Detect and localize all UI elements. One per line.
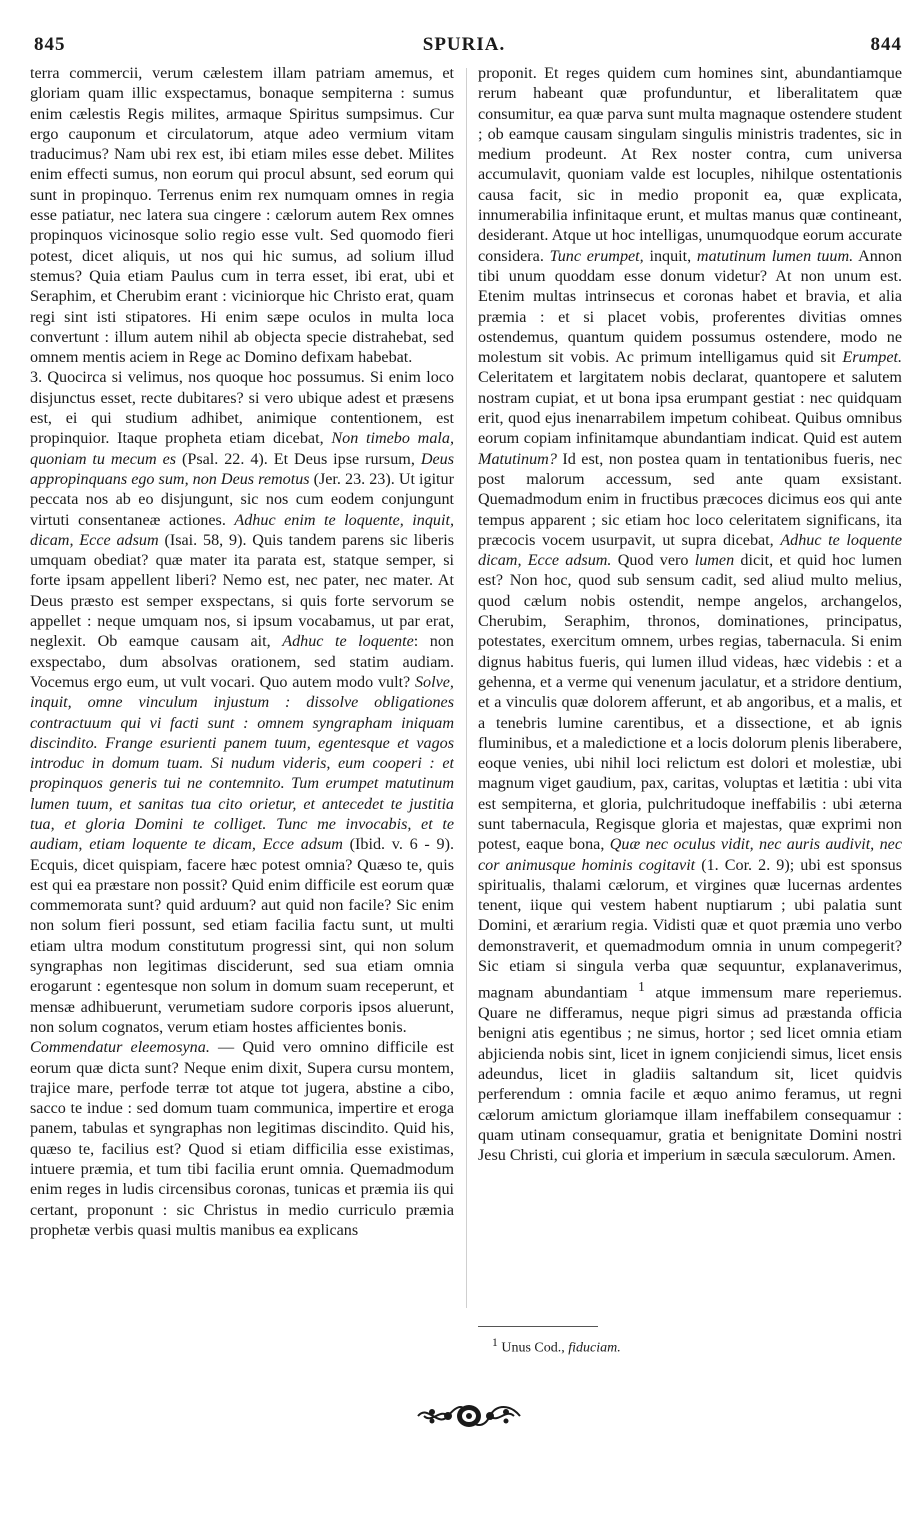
text: (Isai. 58, 9). Quis tandem parens sic liberis umquam obediat? quæ mater ita parata est, statque semper, si forte ipsam appellent liberi? Nemo est, nec pater, nec mater. At Deus præsto est semper exspectans, si quis forte servorum se appellet : neque umquam nos, si ipsum vocabamus, ut par erat, neglexit. Ob eamque causam ait, bbox=[30, 531, 454, 651]
left-column bbox=[30, 64, 454, 1364]
text: 3. Quocirca si velimus, nos quoque hoc possumus. Si enim loco disjunctus esset, recte dubitares? si vero ubique adest et præsens est, ei qui studium adhibet, animique contentionem, est propinquior. Itaque propheta etiam dicebat, bbox=[30, 369, 454, 448]
paragraph bbox=[30, 368, 454, 1038]
paragraph bbox=[478, 64, 902, 1166]
text: Celeritatem et largitatem nobis declarat, quantopere et salutem nostram cupiat, et ut bona ipsa erumpant gestiat : nec quidquam erit, quod ejus inenarrabilem impetum cohibeat. Quibus omnibus eorum copiam infinitamque abundantiam indicat. Quid est autem bbox=[478, 369, 902, 448]
quotation: Non timebo mala, quoniam tu mecum es bbox=[30, 430, 454, 468]
footnote-rule bbox=[478, 1326, 598, 1327]
text: dicit, et quid hoc lumen est? Non hoc, quod sub sensum cadit, sed aliud multo melius, quod cælum nobis ostendit, nempe angelos, archangelos, Cherubim, Seraphim, thronos, dominationes, principatus, potestates, exercitum omnem, urbes regias, tabernacula. Si enim dignus habitus fueris, qui lumen illud videas, hæc videbis : et a gehenna, et a verme qui venenum jaculatur, et a stridore dentium, et a vinculis quæ dolorem afferunt, et ab angoribus, et a malis, et a tenebris lumine carentibus, et a dissectione, et ab ignis fluminibus, et a maledictione et a locis dolorum plenis liberabere, eoque venies, ubi nihil loci relictum est dolori et molestiæ, ubi magnum viget gaudium, pax, caritas, voluptas et lætitia : ubi vita est sempiterna, et gloria, pulchritudoque ineffabilis : ubi æterna sunt tabernacula, Regisque gloria et majestas, quæ exprimi non potest, eaque bona, bbox=[478, 552, 902, 854]
quotation: Deus appropinquans ego sum, non Deus remotus bbox=[30, 450, 454, 488]
text: — Quid vero omnino difficile est eorum quæ dicta sunt? Neque enim dixit, Supera cursu montem, trajice mare, perfode terræ tot atque tot jugera, abstine a cibo, sacco te indue : sed domum tuam communica, impertire et eroga panem, tabulas et syngraphas non legitimas discindito. Quid his, quæso te, facilius est? Quod si etiam difficilia esse existimas, intuere præmia, et tum tibi facilia erunt omnia. Quemadmodum enim reges in ludis circensibus coronas, tunicas et præmia iis qui certant, proponunt : sic Christus in medio curriculo præmia prophetæ verbis quasi multis manibus ea explicans bbox=[30, 1039, 454, 1239]
quotation: Quæ nec oculus vidit, nec auris audivit, nec cor animusque hominis cogitavit bbox=[478, 836, 902, 874]
text: atque immensum mare reperiemus. Quare ne differamus, neque pigri simus ad præstanda officia benigni atis egentibus ; ne simus, hortor ; sed licet omnia etiam abjicienda nobis sint, licet in ignem conjiciendi simus, licet ensis adeundus, licet in gladiis saltandum sit, licet quidvis perferendum : omnia facile et æquo animo feramus, ut regni cælorum amictum gloriamque illam ineffabilem consequamur : quam utinam consequamur, gratia et benignitate Domini nostri Jesu Christi, cui gloria et imperium in sæcula sæculorum. Amen. bbox=[478, 984, 902, 1165]
paragraph bbox=[30, 64, 454, 368]
quotation: Adhuc enim te loquente, inquit, dicam, Ecce adsum bbox=[30, 511, 454, 549]
quotation: matutinum lumen tuum. bbox=[696, 247, 854, 265]
quotation: Matutinum? bbox=[478, 450, 557, 468]
footnote-text: Unus Cod., bbox=[501, 1340, 565, 1356]
quotation: lumen bbox=[694, 552, 735, 570]
quotation: Adhuc te loquente dicam, Ecce adsum. bbox=[478, 531, 902, 570]
page-header bbox=[26, 28, 902, 60]
text: (Ibid. v. 6 - 9). Ecquis, dicet quispiam, facere hæc potest omnia? Quæso te, quis est qui ea præstare non possit? Quid enim difficile est eorum quæ commemorata sunt? quid arduum? aut quid non facile? Sic enim non solum fieri possunt, sed etiam facilia factu sunt, ut multi etiam ultra modum constitutum progressi sint, qui non solum syngraphas non legitimas disciderunt, sed sua etiam omnia erogarunt : egentesque non solum in domum suam receperunt, et mensæ adhibuerunt, verumetiam sudore corporis ipsos aluerunt, non solum cognatos, verum etiam hostes afficientes bonis. bbox=[30, 836, 454, 1036]
quotation: Erumpet. bbox=[842, 349, 902, 367]
page-number-right: 844 bbox=[870, 34, 902, 55]
text: (Psal. 22. 4). Et Deus ipse rursum, bbox=[181, 450, 415, 468]
footnote-number: 1 bbox=[492, 1336, 498, 1349]
text: Annon tibi unum quoddam esse donum videtur? At non unum est. Etenim multas intrinsecus et coronas habet et bravia, et alia præmia : et si placet vobis, proferentes divitias omnes ostendemus, quantum quidem possumus ostendere, modo ne molestum sit vobis. Ac primum intelligamus quid sit bbox=[478, 247, 902, 367]
right-column bbox=[478, 64, 902, 1364]
quotation: Adhuc te loquente bbox=[282, 633, 414, 651]
quotation: Solve, inquit, omne vinculum injustum : dissolve obligationes contractuum qui vi facti sunt : omnem syngrapham iniquam discindito. Frange esurienti panem tuum, egentesque et vagos introduc in domum tuam. Si nudum videris, eum cooperi : et propinquos generis tui ne contemnito. Tum erumpet matutinum lumen tuum, et sanitas tua cito orietur, et antecedet te justitia tua, et gloria Domini te colliget. Tunc me invocabis, et te audiam, etiam loquente te dicam, Ecce adsum bbox=[30, 673, 454, 854]
page-number-left: 845 bbox=[34, 34, 66, 55]
paragraph bbox=[30, 1038, 454, 1241]
running-title: SPURIA. bbox=[422, 34, 506, 55]
footnote bbox=[492, 1334, 621, 1358]
text: (Jer. 23. 23). Ut igitur peccata nos ab eo disjungunt, sic nos cum eodem conjungunt virtuti consentaneæ actiones. bbox=[30, 470, 454, 529]
text: Id est, non postea quam in tentationibus fueris, nec post malorum accessum, sed ante quam exsistant. Quemadmodum enim in fructibus præcoces dicimus eos qui ante tempus apparent ; sic etiam hoc loco celeritatem significans, ita præcocis vocem usurpavit, ut supra dicebat, bbox=[478, 450, 902, 549]
column-divider bbox=[466, 68, 467, 1308]
footnote-text-italic: fiduciam. bbox=[568, 1340, 621, 1356]
page bbox=[26, 28, 902, 1528]
text: inquit, bbox=[649, 247, 692, 265]
text: (1. Cor. 2. 9); ubi est sponsus spiritualis, thalami cælorum, et virgines quæ lucernas ardentes tenent, iique qui vestem habent nuptiarum ; ubi palatia sunt Domini, et ærarium regia. Vidisti quæ et quot præmia uno verbo demonstraverit, et quemadmodum omnia in unum compegerit? Sic etiam si singula verba quæ sequuntur, explanaverimus, magnam abundantiam bbox=[478, 856, 902, 1002]
footnote-mark: 1 bbox=[638, 979, 645, 995]
printers-ornament-icon bbox=[414, 1398, 524, 1434]
text: Quod vero bbox=[617, 552, 689, 570]
quotation: Tunc erumpet, bbox=[549, 247, 644, 265]
text: : non exspectabo, dum absolvas orationem, sed statim audiam. Vocemus ergo eum, ut vult vocari. Quo autem modo vult? bbox=[30, 633, 454, 691]
text: terra commercii, verum cælestem illam patriam amemus, et gloriam quam illic exspectamus, bonaque sempiterna : sumus enim cælestis Regis milites, armaque Spiritus sumpsimus. Cur ergo cauponum et circulatorum, atque adeo vermium vitam traducimus? Nam ubi rex est, ibi etiam miles esse debet. Milites enim effecti sumus, non eorum qui procul absunt, sed eorum qui sunt in propinquo. Terrenus enim rex numquam omnes in regia esse patiatur, nec latera sua cingere : cælorum autem Rex omnes propinquos vicinosque solio regio esse vult. Sed quomodo fieri potest, dicet aliquis, ut nos qui hic sumus, ad solium illud stemus? Quia etiam Paulus cum in terra esset, ibi erat, ubi et Seraphim, et Cherubim erant : viciniorque hic Christo erat, quam regi sint isti stipatores. Hi enim sæpe oculos in multa loca convertunt : illum autem nihil ab objecta specie distrahebat, sed omnem mentis aciem in Rege ac Domino defixam habebat. bbox=[30, 65, 454, 367]
text: proponit. Et reges quidem cum homines sint, abundantiamque rerum habeant quæ profunduntur, et liberalitatem quæ consumitur, ea quæ parva sunt multa magnaque ostendere student ; ob eamque causam singulam singulis ministris tradentes, sic in medium prodeunt. At Rex noster contra, cum universa accumulavit, quoniam valde est locuples, nihilque ostentationis causa facit, sic in medio proponit ea, quæ explicata, innumerabilia infinitaque erunt, et multas manus quæ contineant, desiderant. Atque ut hoc intelligas, unumquodque eorum accurate considera. bbox=[478, 65, 902, 265]
section-heading: Commendatur eleemosyna. bbox=[30, 1039, 210, 1057]
